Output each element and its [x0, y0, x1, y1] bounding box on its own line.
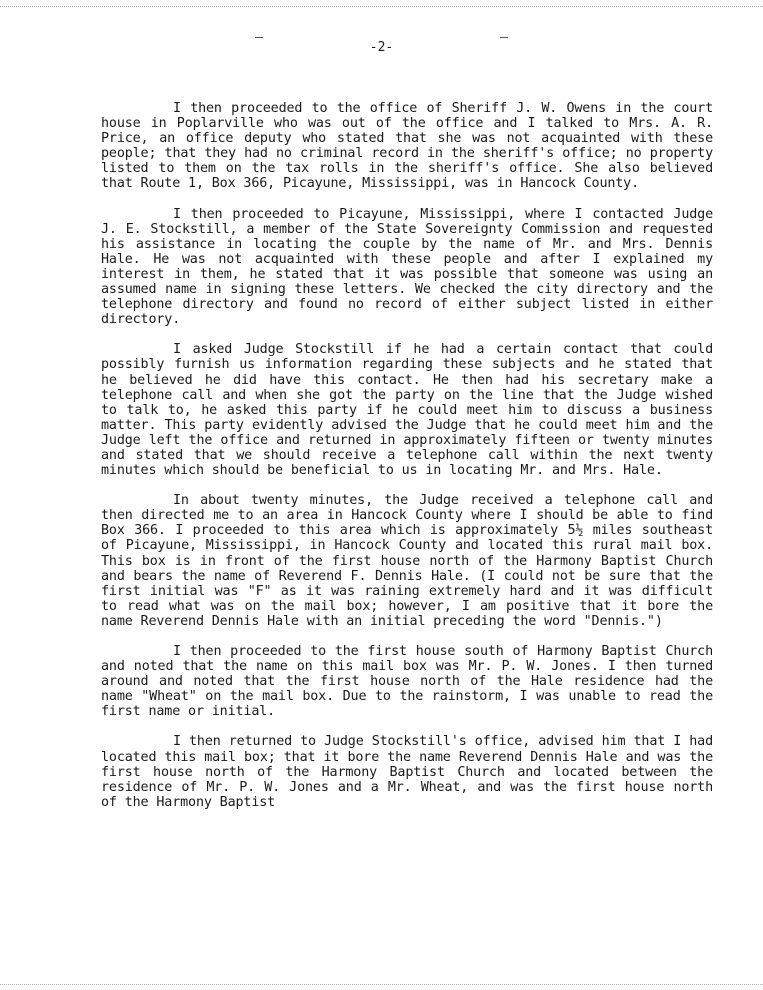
scan-mark [255, 37, 263, 38]
page-number: -2- [369, 40, 394, 55]
scan-edge-bottom [0, 984, 763, 985]
scan-edge-top [0, 6, 763, 7]
paragraph: I asked Judge Stockstill if he had a certain contact that could possibly furnish us information regarding these subjects and he stated that he believed he did have this contact. He then had his secretary make a telephone call and when she got the party on the line that the Judge wished to talk to, he asked this party if he could meet him to discuss a business matter. This party evidently advised the Judge that he could meet him and the Judge left the office and returned in approximately fifteen or twenty minutes and stated that we should receive a telephone call within the next twenty minutes which should be beneficial to us in locating Mr. and Mrs. Hale. [101, 342, 713, 479]
paragraph: I then returned to Judge Stockstill's office, advised him that I had located this mail box; that it bore the name Reverend Dennis Hale and was the first house north of the Harmony Baptist Church and located between the residence of Mr. P. W. Jones and a Mr. Wheat, and was the first house north of the Harmony Baptist [101, 734, 713, 810]
paragraph: I then proceeded to the office of Sheriff J. W. Owens in the court house in Poplarville who was out of the office and I talked to Mrs. A. R. Price, an office deputy who stated that she was not acquainted with these people; that they had no criminal record in the sheriff's office; no property listed to them on the tax rolls in the sheriff's office. She also believed that Route 1, Box 366, Picayune, Mississippi, was in Hancock County. [101, 101, 713, 192]
paragraph: I then proceeded to the first house south of Harmony Baptist Church and noted that the name on this mail box was Mr. P. W. Jones. I then turned around and noted that the first house north of the Hale residence had the name "Wheat" on the mail box. Due to the rainstorm, I was unable to read the first name or initial. [101, 644, 713, 720]
scan-mark [500, 37, 508, 38]
paragraph: I then proceeded to Picayune, Mississippi, where I contacted Judge J. E. Stockstill, a member of the State Sovereignty Commission and requested his assistance in locating the couple by the name of Mr. and Mrs. Dennis Hale. He was not acquainted with these people and after I explained my interest in them, he stated that it was possible that someone was using an assumed name in signing these letters. We checked the city directory and the telephone directory and found no record of either subject listed in either directory. [101, 206, 713, 328]
paragraph: In about twenty minutes, the Judge received a telephone call and then directed me to an area in Hancock County where I should be able to find Box 366. I proceeded to this area which is approximately 5½ miles southeast of Picayune, Mississippi, in Hancock County and located this rural mail box. This box is in front of the first house north of the Harmony Baptist Church and bears the name of Reverend F. Dennis Hale. (I could not be sure that the first initial was "F" as it was raining extremely hard and it was difficult to read what was on the mail box; however, I am positive that it bore the name Reverend Dennis Hale with an initial preceding the word "Dennis.") [101, 493, 713, 629]
document-body [101, 101, 713, 825]
